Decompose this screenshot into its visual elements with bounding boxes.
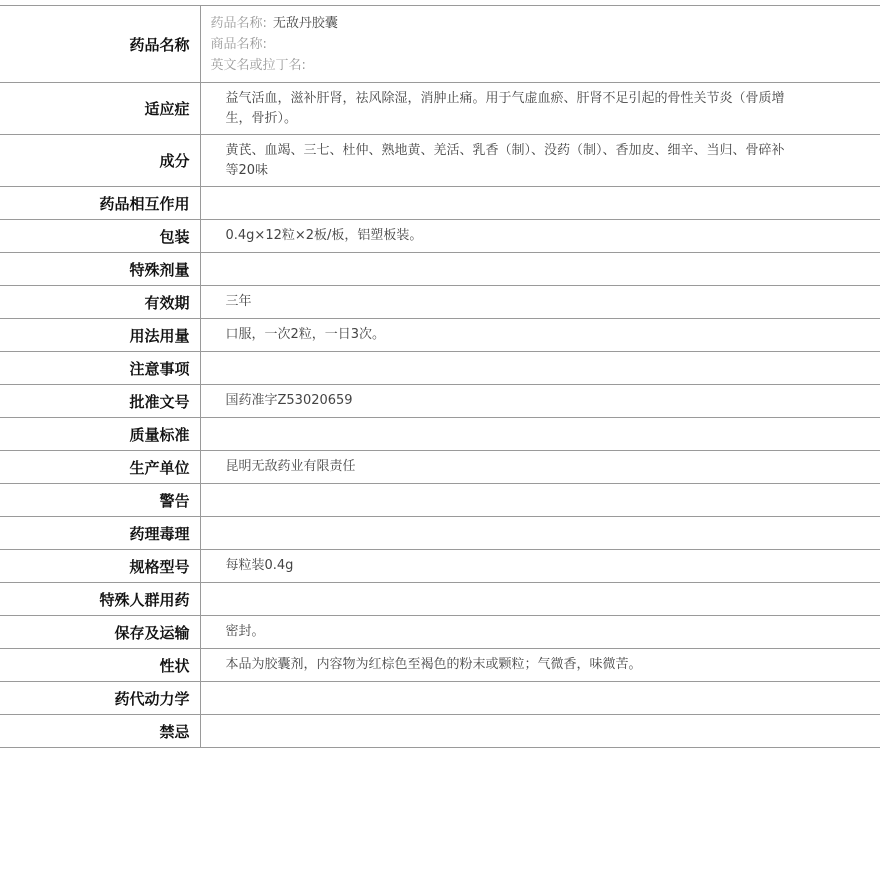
table-row-approval-number xyxy=(0,385,880,418)
row-label-ingredients: 成分 xyxy=(0,135,200,187)
table-row-specification xyxy=(0,550,880,583)
drug-name-values xyxy=(200,6,880,83)
row-value-description: 本品为胶囊剂，内容物为红棕色至褐色的粉末或颗粒；气微香，味微苦。 xyxy=(200,649,880,682)
generic-name-key: 药品名称: xyxy=(210,15,267,31)
row-label-manufacturer: 生产单位 xyxy=(0,451,200,484)
row-value-pharmacokinetics xyxy=(200,682,880,715)
row-value-quality-standard xyxy=(200,418,880,451)
row-label-special-dosage: 特殊剂量 xyxy=(0,253,200,286)
table-row-pharmacokinetics xyxy=(0,682,880,715)
row-value-precautions xyxy=(200,352,880,385)
table-row-manufacturer xyxy=(0,451,880,484)
table-row-storage xyxy=(0,616,880,649)
row-value-ingredients: 黄芪、血竭、三七、杜仲、熟地黄、羌活、乳香（制）、没药（制）、香加皮、细辛、当归、骨碎补等20味 xyxy=(200,135,880,187)
table-row-pharmacology xyxy=(0,517,880,550)
row-value-manufacturer: 昆明无敌药业有限责任 xyxy=(200,451,880,484)
row-value-special-population xyxy=(200,583,880,616)
row-value-package: 0.4g×12粒×2板/板，铝塑板装。 xyxy=(200,220,880,253)
trade-name-line xyxy=(211,34,791,55)
table-row-contraindications xyxy=(0,715,880,748)
table-row-description xyxy=(0,649,880,682)
row-label-contraindications: 禁忌 xyxy=(0,715,200,748)
row-value-approval-number: 国药准字Z53020659 xyxy=(200,385,880,418)
row-label-interactions: 药品相互作用 xyxy=(0,187,200,220)
generic-name-value: 无敌丹胶囊 xyxy=(272,15,338,31)
row-label-quality-standard: 质量标准 xyxy=(0,418,200,451)
row-value-specification: 每粒装0.4g xyxy=(200,550,880,583)
row-value-storage: 密封。 xyxy=(200,616,880,649)
row-label-precautions: 注意事项 xyxy=(0,352,200,385)
table-row-precautions xyxy=(0,352,880,385)
drug-info-panel xyxy=(0,5,880,748)
table-row-special-population xyxy=(0,583,880,616)
trade-name-key: 商品名称: xyxy=(210,36,267,52)
row-value-pharmacology xyxy=(200,517,880,550)
row-label-shelf-life: 有效期 xyxy=(0,286,200,319)
table-row-quality-standard xyxy=(0,418,880,451)
row-label-warning: 警告 xyxy=(0,484,200,517)
row-label-package: 包装 xyxy=(0,220,200,253)
row-label-specification: 规格型号 xyxy=(0,550,200,583)
row-label-description: 性状 xyxy=(0,649,200,682)
row-label-indications: 适应症 xyxy=(0,83,200,135)
row-label-pharmacology: 药理毒理 xyxy=(0,517,200,550)
row-value-contraindications xyxy=(200,715,880,748)
english-name-key: 英文名或拉丁名: xyxy=(210,57,306,73)
row-label-pharmacokinetics: 药代动力学 xyxy=(0,682,200,715)
row-value-warning xyxy=(200,484,880,517)
table-row-ingredients xyxy=(0,135,880,187)
row-label-special-population: 特殊人群用药 xyxy=(0,583,200,616)
table-row-usage xyxy=(0,319,880,352)
row-value-interactions xyxy=(200,187,880,220)
drug-info-table xyxy=(0,5,880,748)
english-name-line xyxy=(211,55,791,76)
table-row-warning xyxy=(0,484,880,517)
table-row-shelf-life xyxy=(0,286,880,319)
row-value-indications: 益气活血，滋补肝肾，祛风除湿，消肿止痛。用于气虚血瘀、肝肾不足引起的骨性关节炎（骨质增生，骨折）。 xyxy=(200,83,880,135)
row-label-storage: 保存及运输 xyxy=(0,616,200,649)
row-label-drug-name: 药品名称 xyxy=(0,6,200,83)
row-value-special-dosage xyxy=(200,253,880,286)
row-value-shelf-life: 三年 xyxy=(200,286,880,319)
row-value-usage: 口服，一次2粒，一日3次。 xyxy=(200,319,880,352)
table-row-package xyxy=(0,220,880,253)
generic-name-line xyxy=(211,13,791,34)
table-row-indications xyxy=(0,83,880,135)
row-label-usage: 用法用量 xyxy=(0,319,200,352)
table-row-special-dosage xyxy=(0,253,880,286)
row-label-approval-number: 批准文号 xyxy=(0,385,200,418)
table-row-drug-name xyxy=(0,6,880,83)
table-row-interactions xyxy=(0,187,880,220)
